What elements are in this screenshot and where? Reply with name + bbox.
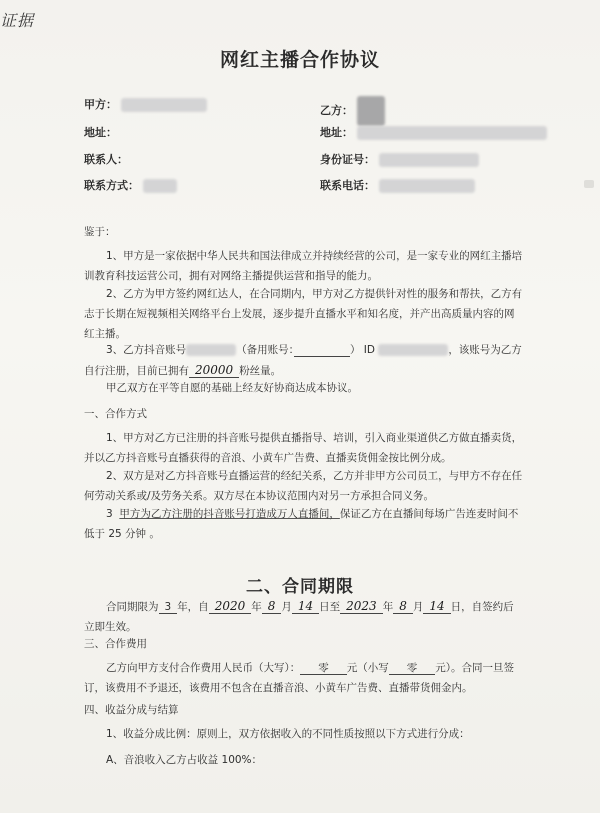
end-day: 14 bbox=[423, 599, 450, 614]
party-a-contact-field bbox=[84, 151, 128, 167]
fee-amount-lower: 零 bbox=[389, 662, 436, 675]
redacted-party-a bbox=[121, 98, 207, 112]
section-4-clause-1: 1、收益分成比例：原则上，双方依据收入的不同性质按照以下方式进行分成： bbox=[106, 728, 470, 740]
term-t6: 月 bbox=[412, 601, 424, 613]
redacted-party-b-phone bbox=[379, 179, 475, 193]
agreement-line: 甲乙双方在平等自愿的基础上经友好协商达成本协议。 bbox=[106, 382, 358, 394]
edge-mark bbox=[584, 180, 594, 188]
clause-3-number: 3 bbox=[106, 508, 113, 520]
term-t7: 日，自签约后立即生效。 bbox=[84, 601, 514, 633]
fee-amount-upper: 零 bbox=[300, 662, 347, 675]
redacted-id bbox=[378, 344, 448, 356]
recital-3-id-label: ） ID bbox=[349, 344, 375, 356]
whereas-label: 鉴于： bbox=[84, 226, 116, 238]
recital-1: 1、甲方是一家依据中华人民共和国法律成立并持续经营的公司，是一家专业的网红主播培训教育科技运营公司，拥有对网络主播提供运营和指导的能力。 bbox=[84, 250, 523, 282]
section-4-clause-a: A、音浪收入乙方占收益 100%： bbox=[106, 754, 263, 766]
term-prefix: 合同期限为 bbox=[106, 601, 159, 613]
party-b-id-field bbox=[320, 151, 479, 167]
section-4-title: 四、收益分成与结算 bbox=[84, 704, 179, 716]
redacted-party-a-phone bbox=[143, 179, 177, 193]
party-b-phone-label: 联系电话： bbox=[320, 179, 375, 192]
party-b-address-label: 地址： bbox=[320, 126, 353, 139]
recital-3-prefix: 3、乙方抖音账号 bbox=[106, 344, 187, 356]
party-b-field bbox=[320, 96, 385, 126]
section-3-title: 三、合作费用 bbox=[84, 638, 147, 650]
redacted-party-b-address bbox=[357, 126, 547, 140]
recital-3 bbox=[84, 340, 524, 381]
start-day: 14 bbox=[292, 599, 319, 614]
redacted-account bbox=[186, 344, 236, 356]
section-1-clause-3 bbox=[84, 504, 524, 544]
clause-3-rest: 保证乙方在直播间每场广告连麦时间不低于 25 分钟 。 bbox=[84, 508, 519, 540]
fee-clause bbox=[84, 658, 524, 698]
fans-count-handwritten: 20000 bbox=[189, 363, 239, 378]
term-t2: 年 bbox=[251, 601, 262, 613]
contract-term bbox=[84, 596, 524, 637]
party-a-address-label: 地址： bbox=[84, 126, 117, 139]
document-title: 网红主播合作协议 bbox=[219, 49, 380, 71]
term-t5: 年 bbox=[382, 601, 394, 613]
redacted-party-b-id bbox=[379, 153, 479, 167]
start-month: 8 bbox=[262, 599, 282, 614]
recital-3-account-label: （备用账号： bbox=[236, 344, 294, 356]
section-1-title: 一、合作方式 bbox=[84, 408, 147, 420]
recital-3-suffix: 粉丝量。 bbox=[239, 365, 282, 377]
party-b-phone-field bbox=[320, 177, 475, 193]
party-a-phone-field bbox=[84, 177, 177, 193]
section-2-title: 二、合同期限 bbox=[246, 577, 354, 597]
term-t1: 年，自 bbox=[177, 601, 209, 613]
corner-handwriting: 证据 bbox=[0, 11, 35, 30]
recital-2: 2、乙方为甲方签约网红达人，在合同期内，甲方对乙方提供针对性的服务和帮扶，乙方有志于长期在短视频相关网络平台上发展，逐步提升直播水平和知名度，并产出高质量内容的网红主播。 bbox=[84, 288, 523, 340]
term-t4: 日至 bbox=[319, 601, 341, 613]
term-years: 3 bbox=[159, 601, 178, 614]
end-month: 8 bbox=[393, 599, 413, 614]
term-t3: 月 bbox=[281, 601, 292, 613]
party-a-contact-label: 联系人： bbox=[84, 153, 128, 166]
party-a-label: 甲方： bbox=[84, 98, 117, 111]
end-year: 2023 bbox=[340, 599, 383, 614]
party-b-address-field bbox=[320, 124, 547, 140]
party-a-address-field bbox=[84, 124, 117, 140]
backup-account-blank bbox=[294, 344, 350, 357]
redacted-party-b bbox=[357, 96, 385, 126]
section-1-clause-2: 2、双方是对乙方抖音账号直播运营的经纪关系，乙方并非甲方公司员工，与甲方不存在任何劳动关系或/及劳务关系。双方尽在本协议范围内对另一方承担合同义务。 bbox=[84, 470, 523, 502]
party-a-phone-label: 联系方式： bbox=[84, 179, 139, 192]
fee-suffix: 元）。合同一旦签订，该费用不予退还，该费用不包含在直播音浪、小黄车广告费、直播带货佣金内。 bbox=[84, 662, 514, 694]
party-b-label: 乙方： bbox=[320, 104, 353, 117]
section-1-clause-1: 1、甲方对乙方已注册的抖音账号提供直播指导、培训，引入商业渠道供乙方做直播卖货，并以乙方抖音账号直播获得的音浪、小黄车广告费、直播卖货佣金按比例分成。 bbox=[84, 432, 523, 464]
party-a-field bbox=[84, 96, 207, 112]
fee-mid: 元（小写 bbox=[346, 662, 389, 674]
recital-3-mid: ，该账号为乙方自行注册，目前已拥有 bbox=[84, 344, 522, 377]
clause-3-underlined: 甲方为乙方注册的抖音账号打造成万人直播间， bbox=[119, 508, 340, 520]
party-b-id-label: 身份证号： bbox=[320, 153, 375, 166]
start-year: 2020 bbox=[209, 599, 252, 614]
fee-prefix: 乙方向甲方支付合作费用人民币（大写）： bbox=[106, 662, 301, 674]
